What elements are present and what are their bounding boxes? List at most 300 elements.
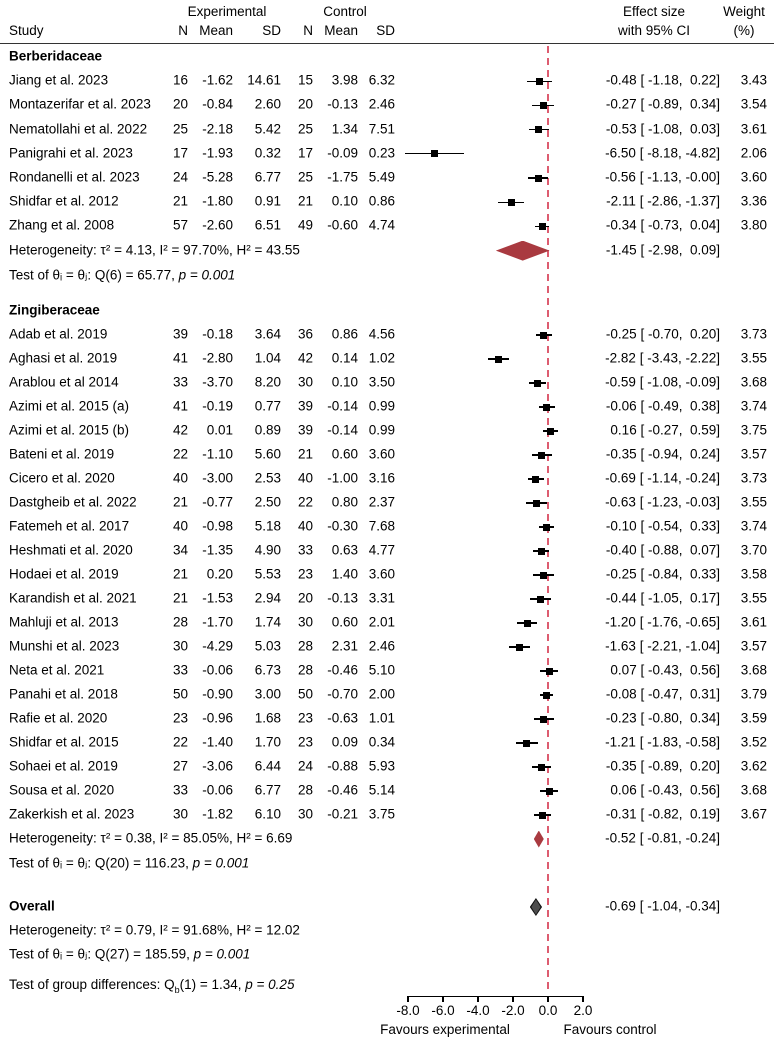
study-n-experimental: 24 xyxy=(172,169,188,185)
test-text: Test of θᵢ = θⱼ: Q(6) = 65.77, xyxy=(9,267,179,283)
study-label: Shidfar et al. 2012 xyxy=(9,193,119,209)
group-test xyxy=(9,857,469,872)
study-sd-control: 0.86 xyxy=(368,193,395,209)
forest-row xyxy=(0,166,774,190)
study-sd-control: 7.51 xyxy=(368,121,395,137)
study-effect-size: -0.35 [ -0.94, 0.24] xyxy=(605,446,720,462)
study-mean-experimental: -5.28 xyxy=(202,169,233,185)
study-sd-experimental: 0.77 xyxy=(254,398,281,414)
effect-square xyxy=(547,428,554,435)
study-mean-control: 3.98 xyxy=(331,72,358,88)
effect-square xyxy=(538,548,545,555)
study-n-experimental: 50 xyxy=(172,686,188,702)
group-summary-diamond xyxy=(496,241,550,261)
study-sd-experimental: 2.60 xyxy=(254,96,281,112)
study-mean-control: 1.40 xyxy=(331,566,358,582)
study-mean-control: -0.21 xyxy=(327,806,358,822)
header-study: Study xyxy=(9,23,44,38)
study-mean-experimental: -4.29 xyxy=(202,638,233,654)
forest-row xyxy=(0,707,774,731)
study-sd-experimental: 6.44 xyxy=(254,758,281,774)
study-mean-control: -0.46 xyxy=(327,662,358,678)
study-weight: 3.57 xyxy=(740,638,767,654)
study-effect-size: -0.34 [ -0.73, 0.04] xyxy=(605,217,720,233)
effect-square xyxy=(539,812,546,819)
forest-row xyxy=(0,943,774,967)
study-effect-size: 0.07 [ -0.43, 0.56] xyxy=(610,662,720,678)
study-mean-control: -1.75 xyxy=(327,169,358,185)
study-n-control: 33 xyxy=(297,542,313,558)
group-name: Berberidaceae xyxy=(9,48,103,64)
forest-row xyxy=(0,491,774,515)
study-sd-experimental: 6.77 xyxy=(254,782,281,798)
study-n-experimental: 42 xyxy=(172,422,188,438)
study-sd-control: 2.46 xyxy=(368,638,395,654)
study-n-control: 28 xyxy=(297,782,313,798)
study-mean-experimental: -1.70 xyxy=(202,614,233,630)
study-effect-size: -0.06 [ -0.49, 0.38] xyxy=(605,398,720,414)
study-n-control: 42 xyxy=(297,350,313,366)
study-n-experimental: 23 xyxy=(172,710,188,726)
study-n-control: 24 xyxy=(297,758,313,774)
group-differences-test xyxy=(9,978,469,996)
study-mean-control: 1.34 xyxy=(331,121,358,137)
x-axis-tick-label: -2.0 xyxy=(501,1003,525,1018)
study-sd-control: 3.31 xyxy=(368,590,395,606)
effect-square xyxy=(523,740,530,747)
study-sd-experimental: 3.00 xyxy=(254,686,281,702)
study-label: Sousa et al. 2020 xyxy=(9,782,115,798)
effect-square xyxy=(540,332,547,339)
study-weight: 3.55 xyxy=(740,494,767,510)
study-weight: 3.55 xyxy=(740,590,767,606)
forest-row xyxy=(0,515,774,539)
effect-square xyxy=(543,524,550,531)
x-axis-tick-label: 2.0 xyxy=(573,1003,593,1018)
study-label: Jiang et al. 2023 xyxy=(9,72,109,88)
forest-row xyxy=(0,214,774,238)
test-p-value: p = 0.001 xyxy=(193,946,251,962)
study-mean-experimental: -3.00 xyxy=(202,470,233,486)
effect-square xyxy=(543,404,550,411)
study-weight: 3.52 xyxy=(740,734,767,750)
study-label: Arablou et al 2014 xyxy=(9,374,119,390)
study-weight: 3.60 xyxy=(740,169,767,185)
header-mean-experimental: Mean xyxy=(199,23,233,38)
study-sd-experimental: 5.42 xyxy=(254,121,281,137)
forest-row xyxy=(0,852,774,876)
effect-square xyxy=(540,716,547,723)
study-effect-size: -6.50 [ -8.18, -4.82] xyxy=(605,145,720,161)
study-label: Zakerkish et al. 2023 xyxy=(9,806,135,822)
study-sd-experimental: 5.03 xyxy=(254,638,281,654)
study-n-control: 28 xyxy=(297,662,313,678)
study-n-experimental: 28 xyxy=(172,614,188,630)
study-sd-experimental: 6.10 xyxy=(254,806,281,822)
x-axis-tick xyxy=(442,996,443,1002)
study-sd-experimental: 5.18 xyxy=(254,518,281,534)
study-mean-experimental: -2.60 xyxy=(202,217,233,233)
study-sd-experimental: 1.04 xyxy=(254,350,281,366)
header-sd-experimental: SD xyxy=(262,23,281,38)
study-effect-size: -0.31 [ -0.82, 0.19] xyxy=(605,806,720,822)
study-mean-experimental: -1.40 xyxy=(202,734,233,750)
study-label: Azimi et al. 2015 (b) xyxy=(9,422,130,438)
group-diff-rest: (1) = 1.34, xyxy=(179,977,246,993)
header-mean-control: Mean xyxy=(324,23,358,38)
x-axis-tick-label: 0.0 xyxy=(538,1003,558,1018)
study-sd-control: 3.75 xyxy=(368,806,395,822)
study-mean-experimental: -0.96 xyxy=(202,710,233,726)
study-effect-size: -0.48 [ -1.18, 0.22] xyxy=(605,72,720,88)
study-weight: 3.80 xyxy=(740,217,767,233)
study-sd-control: 1.02 xyxy=(368,350,395,366)
study-n-experimental: 39 xyxy=(172,326,188,342)
study-mean-control: -0.88 xyxy=(327,758,358,774)
effect-square xyxy=(538,764,545,771)
study-sd-experimental: 4.90 xyxy=(254,542,281,558)
study-label: Neta et al. 2021 xyxy=(9,662,105,678)
study-n-experimental: 30 xyxy=(172,638,188,654)
study-effect-size: -0.69 [ -1.14, -0.24] xyxy=(605,470,720,486)
study-label: Nematollahi et al. 2022 xyxy=(9,121,148,137)
forest-row xyxy=(0,895,774,919)
study-weight: 3.62 xyxy=(740,758,767,774)
overall-effect-size: -0.69 [ -1.04, -0.34] xyxy=(605,898,720,914)
study-effect-size: 0.06 [ -0.43, 0.56] xyxy=(610,782,720,798)
study-mean-experimental: -1.35 xyxy=(202,542,233,558)
study-mean-control: 0.60 xyxy=(331,614,358,630)
study-n-experimental: 20 xyxy=(172,96,188,112)
forest-row xyxy=(0,443,774,467)
overall-heterogeneity: Heterogeneity: τ² = 0.79, I² = 91.68%, H² = 12.02 xyxy=(9,922,300,938)
study-weight: 3.75 xyxy=(740,422,767,438)
study-sd-control: 2.37 xyxy=(368,494,395,510)
study-sd-experimental: 14.61 xyxy=(247,72,281,88)
study-mean-control: -0.70 xyxy=(327,686,358,702)
study-sd-experimental: 6.77 xyxy=(254,169,281,185)
forest-row xyxy=(0,419,774,443)
study-mean-control: -0.30 xyxy=(327,518,358,534)
group-diff-p-value: p = 0.25 xyxy=(245,977,295,993)
study-mean-control: 0.63 xyxy=(331,542,358,558)
forest-row xyxy=(0,323,774,347)
study-label: Sohaei et al. 2019 xyxy=(9,758,118,774)
study-n-control: 40 xyxy=(297,518,313,534)
study-weight: 3.43 xyxy=(740,72,767,88)
study-label: Bateni et al. 2019 xyxy=(9,446,115,462)
study-label: Cicero et al. 2020 xyxy=(9,470,115,486)
study-label: Dastgheib et al. 2022 xyxy=(9,494,137,510)
x-axis-tick-label: -8.0 xyxy=(396,1003,420,1018)
study-mean-experimental: -2.18 xyxy=(202,121,233,137)
study-sd-experimental: 2.94 xyxy=(254,590,281,606)
group-effect-size: -0.52 [ -0.81, -0.24] xyxy=(605,830,720,846)
overall-test xyxy=(9,948,469,963)
study-weight: 3.36 xyxy=(740,193,767,209)
study-sd-control: 0.99 xyxy=(368,422,395,438)
study-mean-experimental: -3.70 xyxy=(202,374,233,390)
study-effect-size: -0.25 [ -0.84, 0.33] xyxy=(605,566,720,582)
study-sd-experimental: 0.91 xyxy=(254,193,281,209)
study-sd-control: 6.32 xyxy=(368,72,395,88)
study-mean-control: 0.10 xyxy=(331,374,358,390)
study-label: Montazerifar et al. 2023 xyxy=(9,96,151,112)
study-mean-experimental: -2.80 xyxy=(202,350,233,366)
effect-square xyxy=(540,572,547,579)
study-sd-control: 5.14 xyxy=(368,782,395,798)
study-mean-experimental: -1.80 xyxy=(202,193,233,209)
study-effect-size: -1.21 [ -1.83, -0.58] xyxy=(605,734,720,750)
header-n-control: N xyxy=(303,23,313,38)
study-n-experimental: 30 xyxy=(172,806,188,822)
study-n-control: 36 xyxy=(297,326,313,342)
study-mean-control: 0.86 xyxy=(331,326,358,342)
study-sd-control: 1.01 xyxy=(368,710,395,726)
forest-row xyxy=(0,539,774,563)
study-n-control: 20 xyxy=(297,590,313,606)
forest-row xyxy=(0,563,774,587)
study-n-experimental: 16 xyxy=(172,72,188,88)
study-effect-size: -1.20 [ -1.76, -0.65] xyxy=(605,614,720,630)
study-n-control: 49 xyxy=(297,217,313,233)
study-mean-experimental: -0.19 xyxy=(202,398,233,414)
favours-right-label: Favours control xyxy=(563,1022,657,1037)
study-mean-experimental: -1.93 xyxy=(202,145,233,161)
effect-square xyxy=(536,78,543,85)
effect-square xyxy=(543,692,550,699)
study-n-experimental: 21 xyxy=(172,590,188,606)
study-n-experimental: 27 xyxy=(172,758,188,774)
study-n-experimental: 25 xyxy=(172,121,188,137)
study-effect-size: -0.08 [ -0.47, 0.31] xyxy=(605,686,720,702)
effect-square xyxy=(540,102,547,109)
study-n-control: 40 xyxy=(297,470,313,486)
study-weight: 3.57 xyxy=(740,446,767,462)
x-axis-tick xyxy=(547,996,548,1002)
study-sd-control: 5.49 xyxy=(368,169,395,185)
diamond-fill xyxy=(531,900,540,915)
group-summary-diamond xyxy=(534,831,544,848)
study-n-experimental: 22 xyxy=(172,734,188,750)
study-sd-control: 4.56 xyxy=(368,326,395,342)
study-label: Panahi et al. 2018 xyxy=(9,686,118,702)
x-axis-tick xyxy=(477,996,478,1002)
header-sd-control: SD xyxy=(376,23,395,38)
study-sd-experimental: 5.53 xyxy=(254,566,281,582)
study-mean-experimental: -0.06 xyxy=(202,662,233,678)
study-sd-control: 2.00 xyxy=(368,686,395,702)
study-weight: 3.55 xyxy=(740,350,767,366)
study-n-control: 39 xyxy=(297,422,313,438)
group-effect-size: -1.45 [ -2.98, 0.09] xyxy=(605,242,720,258)
study-mean-experimental: -0.06 xyxy=(202,782,233,798)
effect-square xyxy=(539,223,546,230)
study-mean-experimental: -1.53 xyxy=(202,590,233,606)
study-sd-experimental: 5.60 xyxy=(254,446,281,462)
study-n-control: 23 xyxy=(297,566,313,582)
study-n-experimental: 22 xyxy=(172,446,188,462)
favours-left-label: Favours experimental xyxy=(380,1022,510,1037)
study-label: Rondanelli et al. 2023 xyxy=(9,169,140,185)
forest-row xyxy=(0,731,774,755)
study-mean-experimental: -0.18 xyxy=(202,326,233,342)
study-n-experimental: 21 xyxy=(172,193,188,209)
study-mean-experimental: -0.77 xyxy=(202,494,233,510)
forest-row xyxy=(0,611,774,635)
study-label: Karandish et al. 2021 xyxy=(9,590,137,606)
study-sd-experimental: 1.70 xyxy=(254,734,281,750)
group-test xyxy=(9,268,469,283)
study-n-experimental: 34 xyxy=(172,542,188,558)
group-name: Zingiberaceae xyxy=(9,302,100,318)
study-n-control: 17 xyxy=(297,145,313,161)
study-mean-control: 0.14 xyxy=(331,350,358,366)
study-weight: 3.73 xyxy=(740,326,767,342)
study-mean-experimental: -1.10 xyxy=(202,446,233,462)
study-n-experimental: 21 xyxy=(172,494,188,510)
study-n-control: 28 xyxy=(297,638,313,654)
study-n-control: 21 xyxy=(297,193,313,209)
study-mean-control: -0.63 xyxy=(327,710,358,726)
study-label: Azimi et al. 2015 (a) xyxy=(9,398,130,414)
study-sd-control: 3.16 xyxy=(368,470,395,486)
x-axis-tick xyxy=(512,996,513,1002)
study-n-experimental: 40 xyxy=(172,518,188,534)
effect-square xyxy=(495,356,502,363)
study-n-experimental: 57 xyxy=(172,217,188,233)
effect-square xyxy=(516,644,523,651)
study-mean-experimental: 0.01 xyxy=(206,422,233,438)
study-sd-control: 5.10 xyxy=(368,662,395,678)
forest-row xyxy=(0,69,774,93)
study-mean-control: 0.09 xyxy=(331,734,358,750)
x-axis-tick-label: -4.0 xyxy=(466,1003,490,1018)
study-sd-control: 4.74 xyxy=(368,217,395,233)
effect-square xyxy=(535,175,542,182)
study-mean-experimental: -3.06 xyxy=(202,758,233,774)
test-text: Test of θᵢ = θⱼ: Q(20) = 116.23, xyxy=(9,855,193,871)
header-n-experimental: N xyxy=(178,23,188,38)
study-n-control: 30 xyxy=(297,374,313,390)
study-label: Mahluji et al. 2013 xyxy=(9,614,119,630)
study-sd-control: 0.23 xyxy=(368,145,395,161)
study-n-control: 50 xyxy=(297,686,313,702)
study-mean-experimental: -0.90 xyxy=(202,686,233,702)
effect-square xyxy=(431,150,438,157)
study-weight: 3.68 xyxy=(740,662,767,678)
study-n-experimental: 21 xyxy=(172,566,188,582)
study-sd-experimental: 2.50 xyxy=(254,494,281,510)
test-p-value: p = 0.001 xyxy=(178,267,236,283)
study-mean-experimental: -1.62 xyxy=(202,72,233,88)
forest-row xyxy=(0,919,774,943)
study-n-experimental: 33 xyxy=(172,782,188,798)
study-sd-experimental: 6.51 xyxy=(254,217,281,233)
forest-row xyxy=(0,347,774,371)
study-weight: 2.06 xyxy=(740,145,767,161)
study-effect-size: -0.63 [ -1.23, -0.03] xyxy=(605,494,720,510)
study-weight: 3.68 xyxy=(740,374,767,390)
study-effect-size: -1.63 [ -2.21, -1.04] xyxy=(605,638,720,654)
study-n-experimental: 17 xyxy=(172,145,188,161)
study-n-control: 25 xyxy=(297,121,313,137)
study-sd-control: 7.68 xyxy=(368,518,395,534)
group-diff-prefix: Test of group differences: Q xyxy=(9,977,175,993)
header-weight-line2: (%) xyxy=(733,23,755,38)
x-axis-tick xyxy=(407,996,408,1002)
forest-row xyxy=(0,45,774,69)
effect-square xyxy=(524,620,531,627)
group-heterogeneity: Heterogeneity: τ² = 0.38, I² = 85.05%, H² = 6.69 xyxy=(9,830,293,846)
study-sd-control: 2.46 xyxy=(368,96,395,112)
study-sd-experimental: 0.32 xyxy=(254,145,281,161)
header-weight-line1: Weight xyxy=(723,4,765,19)
forest-row xyxy=(0,779,774,803)
forest-row xyxy=(0,264,774,288)
forest-row xyxy=(0,827,774,851)
study-n-control: 23 xyxy=(297,734,313,750)
test-text: Test of θᵢ = θⱼ: Q(27) = 185.59, xyxy=(9,946,194,962)
study-weight: 3.59 xyxy=(740,710,767,726)
overall-label: Overall xyxy=(9,898,55,914)
study-n-control: 21 xyxy=(297,446,313,462)
study-effect-size: -0.56 [ -1.13, -0.00] xyxy=(605,169,720,185)
study-effect-size: -0.44 [ -1.05, 0.17] xyxy=(605,590,720,606)
forest-row xyxy=(0,299,774,323)
study-n-experimental: 41 xyxy=(172,398,188,414)
study-sd-control: 3.60 xyxy=(368,446,395,462)
forest-row xyxy=(0,635,774,659)
study-mean-control: -1.00 xyxy=(327,470,358,486)
x-axis-line xyxy=(408,996,583,997)
study-weight: 3.61 xyxy=(740,121,767,137)
forest-row xyxy=(0,118,774,142)
forest-row xyxy=(0,803,774,827)
study-mean-experimental: -0.84 xyxy=(202,96,233,112)
study-label: Heshmati et al. 2020 xyxy=(9,542,133,558)
study-effect-size: -0.59 [ -1.08, -0.09] xyxy=(605,374,720,390)
study-effect-size: -0.40 [ -0.88, 0.07] xyxy=(605,542,720,558)
forest-row xyxy=(0,975,774,999)
forest-row xyxy=(0,683,774,707)
study-label: Rafie et al. 2020 xyxy=(9,710,108,726)
study-weight: 3.79 xyxy=(740,686,767,702)
study-sd-control: 2.01 xyxy=(368,614,395,630)
effect-square xyxy=(533,500,540,507)
study-effect-size: -0.53 [ -1.08, 0.03] xyxy=(605,121,720,137)
study-sd-control: 0.99 xyxy=(368,398,395,414)
header-experimental: Experimental xyxy=(187,4,267,19)
study-effect-size: -0.23 [ -0.80, 0.34] xyxy=(605,710,720,726)
forest-row xyxy=(0,93,774,117)
study-effect-size: -2.11 [ -2.86, -1.37] xyxy=(606,193,720,209)
study-n-control: 20 xyxy=(297,96,313,112)
study-label: Aghasi et al. 2019 xyxy=(9,350,118,366)
effect-square xyxy=(538,452,545,459)
study-n-experimental: 33 xyxy=(172,662,188,678)
study-label: Hodaei et al. 2019 xyxy=(9,566,119,582)
study-sd-control: 0.34 xyxy=(368,734,395,750)
study-n-control: 23 xyxy=(297,710,313,726)
study-sd-experimental: 1.74 xyxy=(254,614,281,630)
study-sd-control: 3.60 xyxy=(368,566,395,582)
effect-square xyxy=(546,788,553,795)
forest-row xyxy=(0,467,774,491)
study-mean-control: 0.60 xyxy=(331,446,358,462)
study-n-control: 39 xyxy=(297,398,313,414)
header-effect-size-line1: Effect size xyxy=(622,4,686,19)
